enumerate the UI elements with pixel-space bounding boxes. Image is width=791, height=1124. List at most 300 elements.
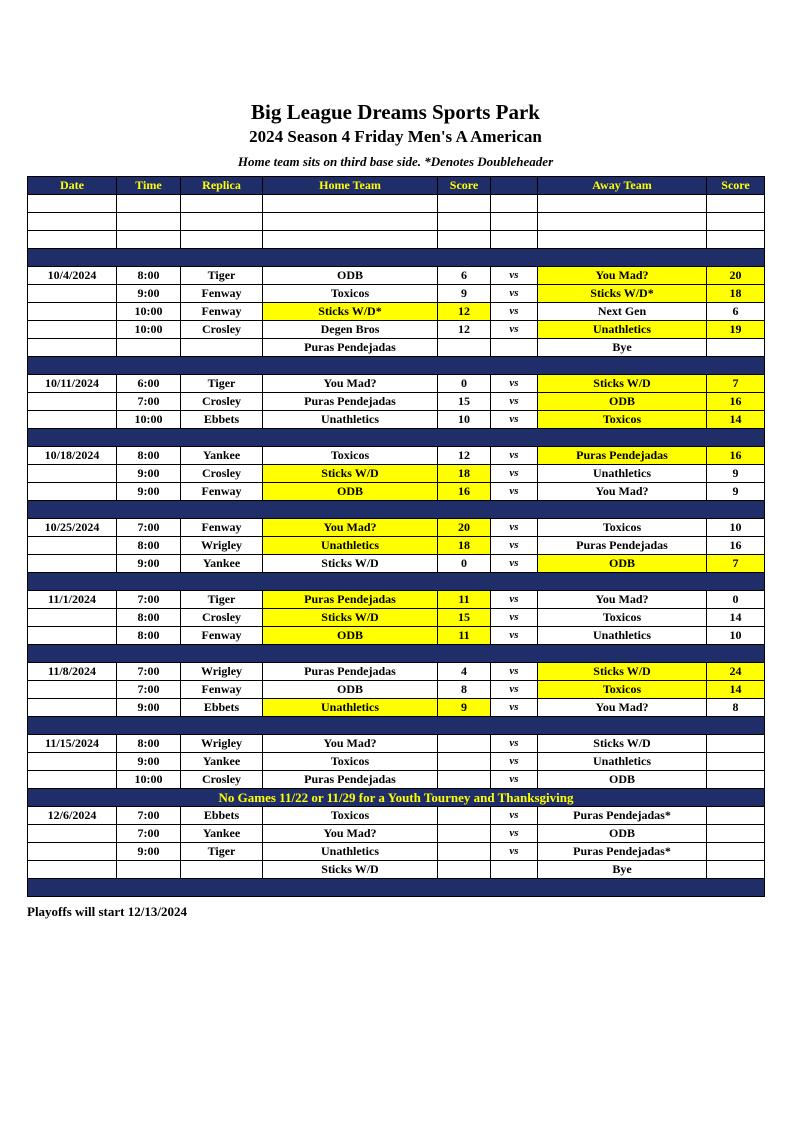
schedule-table: [27, 176, 765, 897]
time-cell: 9:00: [117, 753, 181, 771]
away-team-cell: You Mad?: [538, 483, 707, 501]
date-cell: [28, 213, 117, 231]
away-team-cell: Unathletics: [538, 465, 707, 483]
col-header-away-team: Away Team: [538, 177, 707, 195]
home-score-cell: [438, 735, 491, 753]
away-score-cell: 8: [707, 699, 765, 717]
game-row: [28, 465, 765, 483]
game-row: [28, 267, 765, 285]
away-score-cell: [707, 339, 765, 357]
home-team-cell: Toxicos: [263, 753, 438, 771]
date-cell: [28, 555, 117, 573]
home-score-cell: [438, 843, 491, 861]
away-team-cell: Sticks W/D: [538, 663, 707, 681]
time-cell: 9:00: [117, 285, 181, 303]
vs-cell: vs: [491, 609, 538, 627]
replica-cell: Yankee: [181, 447, 263, 465]
date-cell: 10/25/2024: [28, 519, 117, 537]
col-header-replica: Replica: [181, 177, 263, 195]
away-score-cell: [707, 825, 765, 843]
time-cell: 7:00: [117, 807, 181, 825]
game-row: [28, 771, 765, 789]
game-row: [28, 411, 765, 429]
home-score-cell: 9: [438, 285, 491, 303]
away-score-cell: 14: [707, 609, 765, 627]
date-cell: 10/11/2024: [28, 375, 117, 393]
vs-cell: vs: [491, 843, 538, 861]
away-score-cell: [707, 861, 765, 879]
away-score-cell: 9: [707, 483, 765, 501]
blank-row: [28, 213, 765, 231]
away-score-cell: 7: [707, 555, 765, 573]
away-team-cell: ODB: [538, 393, 707, 411]
home-team-cell: Puras Pendejadas: [263, 663, 438, 681]
home-score-cell: [438, 231, 491, 249]
separator-row: [28, 249, 765, 267]
separator-cell: [28, 429, 765, 447]
home-score-cell: [438, 195, 491, 213]
game-row: [28, 843, 765, 861]
away-score-cell: 10: [707, 627, 765, 645]
replica-cell: Ebbets: [181, 699, 263, 717]
replica-cell: Tiger: [181, 375, 263, 393]
time-cell: 9:00: [117, 483, 181, 501]
time-cell: [117, 339, 181, 357]
replica-cell: Wrigley: [181, 537, 263, 555]
home-score-cell: 0: [438, 555, 491, 573]
home-team-cell: [263, 195, 438, 213]
away-team-cell: Toxicos: [538, 519, 707, 537]
separator-row: [28, 429, 765, 447]
replica-cell: Fenway: [181, 519, 263, 537]
replica-cell: Wrigley: [181, 735, 263, 753]
time-cell: 10:00: [117, 321, 181, 339]
home-team-cell: You Mad?: [263, 825, 438, 843]
home-team-cell: You Mad?: [263, 519, 438, 537]
date-cell: [28, 321, 117, 339]
replica-cell: Fenway: [181, 285, 263, 303]
replica-cell: Crosley: [181, 393, 263, 411]
time-cell: 8:00: [117, 447, 181, 465]
replica-cell: Tiger: [181, 591, 263, 609]
bye-row: [28, 861, 765, 879]
time-cell: 9:00: [117, 465, 181, 483]
col-header-date: Date: [28, 177, 117, 195]
away-team-cell: Sticks W/D*: [538, 285, 707, 303]
vs-cell: vs: [491, 393, 538, 411]
time-cell: 6:00: [117, 375, 181, 393]
home-score-cell: 11: [438, 591, 491, 609]
table-body: [28, 195, 765, 897]
time-cell: [117, 861, 181, 879]
game-row: [28, 537, 765, 555]
game-row: [28, 681, 765, 699]
away-score-cell: [707, 231, 765, 249]
replica-cell: [181, 231, 263, 249]
home-score-cell: [438, 861, 491, 879]
time-cell: 9:00: [117, 555, 181, 573]
separator-row: [28, 573, 765, 591]
away-team-cell: You Mad?: [538, 699, 707, 717]
time-cell: 8:00: [117, 537, 181, 555]
vs-cell: vs: [491, 537, 538, 555]
away-team-cell: Sticks W/D: [538, 735, 707, 753]
game-row: [28, 753, 765, 771]
time-cell: [117, 195, 181, 213]
game-row: [28, 609, 765, 627]
separator-row: [28, 357, 765, 375]
home-team-cell: You Mad?: [263, 735, 438, 753]
time-cell: 10:00: [117, 771, 181, 789]
home-team-cell: Unathletics: [263, 411, 438, 429]
game-row: [28, 699, 765, 717]
home-team-cell: Sticks W/D: [263, 609, 438, 627]
home-score-cell: 9: [438, 699, 491, 717]
away-score-cell: 16: [707, 393, 765, 411]
vs-cell: [491, 195, 538, 213]
date-cell: 11/15/2024: [28, 735, 117, 753]
col-header-vs: [491, 177, 538, 195]
table-header-row: [28, 177, 765, 195]
home-score-cell: [438, 339, 491, 357]
away-score-cell: [707, 843, 765, 861]
date-cell: [28, 627, 117, 645]
game-row: [28, 591, 765, 609]
home-score-cell: [438, 807, 491, 825]
away-score-cell: 14: [707, 411, 765, 429]
time-cell: 7:00: [117, 591, 181, 609]
away-team-cell: Unathletics: [538, 321, 707, 339]
vs-cell: vs: [491, 375, 538, 393]
away-team-cell: Sticks W/D: [538, 375, 707, 393]
away-score-cell: [707, 195, 765, 213]
home-score-cell: 4: [438, 663, 491, 681]
away-team-cell: ODB: [538, 825, 707, 843]
away-team-cell: Next Gen: [538, 303, 707, 321]
replica-cell: Wrigley: [181, 663, 263, 681]
replica-cell: Crosley: [181, 771, 263, 789]
blank-row: [28, 195, 765, 213]
notice-cell: No Games 11/22 or 11/29 for a Youth Tourney and Thanksgiving: [28, 789, 765, 807]
home-team-cell: ODB: [263, 483, 438, 501]
home-team-cell: Unathletics: [263, 537, 438, 555]
date-cell: [28, 825, 117, 843]
away-team-cell: Unathletics: [538, 627, 707, 645]
game-row: [28, 447, 765, 465]
away-score-cell: [707, 771, 765, 789]
col-header-home-score: Score: [438, 177, 491, 195]
away-team-cell: Bye: [538, 339, 707, 357]
date-cell: [28, 753, 117, 771]
date-cell: [28, 861, 117, 879]
away-team-cell: Puras Pendejadas*: [538, 807, 707, 825]
time-cell: 8:00: [117, 609, 181, 627]
replica-cell: Crosley: [181, 465, 263, 483]
replica-cell: [181, 195, 263, 213]
separator-cell: [28, 879, 765, 897]
date-cell: [28, 609, 117, 627]
schedule-page: [0, 100, 791, 920]
game-row: [28, 627, 765, 645]
vs-cell: vs: [491, 825, 538, 843]
away-team-cell: [538, 213, 707, 231]
date-cell: [28, 483, 117, 501]
date-cell: [28, 537, 117, 555]
away-team-cell: [538, 231, 707, 249]
vs-cell: vs: [491, 303, 538, 321]
time-cell: 7:00: [117, 681, 181, 699]
replica-cell: Ebbets: [181, 807, 263, 825]
page-title: Big League Dreams Sports Park: [251, 100, 540, 124]
col-header-away-score: Score: [707, 177, 765, 195]
home-team-cell: Unathletics: [263, 699, 438, 717]
home-score-cell: [438, 825, 491, 843]
game-row: [28, 807, 765, 825]
home-score-cell: [438, 213, 491, 231]
col-header-home-team: Home Team: [263, 177, 438, 195]
separator-cell: [28, 645, 765, 663]
date-cell: [28, 195, 117, 213]
replica-cell: Crosley: [181, 321, 263, 339]
vs-cell: [491, 861, 538, 879]
vs-cell: vs: [491, 267, 538, 285]
separator-row: [28, 879, 765, 897]
date-cell: [28, 393, 117, 411]
home-score-cell: 18: [438, 465, 491, 483]
home-score-cell: 10: [438, 411, 491, 429]
vs-cell: [491, 231, 538, 249]
game-row: [28, 735, 765, 753]
game-row: [28, 825, 765, 843]
game-row: [28, 285, 765, 303]
vs-cell: vs: [491, 807, 538, 825]
away-score-cell: [707, 213, 765, 231]
time-cell: [117, 213, 181, 231]
home-score-cell: 11: [438, 627, 491, 645]
game-row: [28, 303, 765, 321]
separator-cell: [28, 357, 765, 375]
replica-cell: Fenway: [181, 681, 263, 699]
vs-cell: vs: [491, 321, 538, 339]
separator-row: [28, 645, 765, 663]
game-row: [28, 663, 765, 681]
date-cell: 11/1/2024: [28, 591, 117, 609]
home-score-cell: 8: [438, 681, 491, 699]
replica-cell: Tiger: [181, 843, 263, 861]
footer-note: Playoffs will start 12/13/2024: [27, 904, 187, 919]
away-score-cell: 16: [707, 447, 765, 465]
vs-cell: [491, 213, 538, 231]
home-score-cell: 12: [438, 321, 491, 339]
away-team-cell: Puras Pendejadas*: [538, 843, 707, 861]
vs-cell: vs: [491, 627, 538, 645]
home-team-cell: Sticks W/D: [263, 861, 438, 879]
time-cell: [117, 231, 181, 249]
date-cell: [28, 771, 117, 789]
vs-cell: vs: [491, 663, 538, 681]
vs-cell: vs: [491, 591, 538, 609]
home-score-cell: 16: [438, 483, 491, 501]
away-score-cell: 24: [707, 663, 765, 681]
time-cell: 8:00: [117, 267, 181, 285]
home-team-cell: Sticks W/D: [263, 555, 438, 573]
home-team-cell: Puras Pendejadas: [263, 393, 438, 411]
home-team-cell: Puras Pendejadas: [263, 771, 438, 789]
date-cell: [28, 681, 117, 699]
away-score-cell: 6: [707, 303, 765, 321]
replica-cell: Yankee: [181, 753, 263, 771]
away-team-cell: You Mad?: [538, 591, 707, 609]
blank-row: [28, 231, 765, 249]
replica-cell: [181, 861, 263, 879]
vs-cell: vs: [491, 285, 538, 303]
game-row: [28, 483, 765, 501]
home-team-cell: Toxicos: [263, 447, 438, 465]
time-cell: 7:00: [117, 519, 181, 537]
away-score-cell: 20: [707, 267, 765, 285]
home-team-cell: Unathletics: [263, 843, 438, 861]
replica-cell: [181, 213, 263, 231]
date-cell: [28, 411, 117, 429]
time-cell: 9:00: [117, 843, 181, 861]
home-team-cell: Sticks W/D: [263, 465, 438, 483]
separator-row: [28, 717, 765, 735]
bye-row: [28, 339, 765, 357]
replica-cell: Yankee: [181, 555, 263, 573]
separator-cell: [28, 573, 765, 591]
away-score-cell: [707, 807, 765, 825]
home-team-cell: [263, 231, 438, 249]
home-team-cell: Toxicos: [263, 807, 438, 825]
date-cell: 12/6/2024: [28, 807, 117, 825]
away-score-cell: 10: [707, 519, 765, 537]
home-team-cell: Puras Pendejadas: [263, 339, 438, 357]
time-cell: 7:00: [117, 825, 181, 843]
home-score-cell: [438, 771, 491, 789]
away-score-cell: 7: [707, 375, 765, 393]
vs-cell: vs: [491, 771, 538, 789]
vs-cell: vs: [491, 447, 538, 465]
home-score-cell: 20: [438, 519, 491, 537]
replica-cell: Fenway: [181, 627, 263, 645]
home-score-cell: [438, 753, 491, 771]
vs-cell: vs: [491, 699, 538, 717]
away-score-cell: 0: [707, 591, 765, 609]
home-team-cell: ODB: [263, 681, 438, 699]
home-score-cell: 18: [438, 537, 491, 555]
away-score-cell: 16: [707, 537, 765, 555]
date-cell: [28, 339, 117, 357]
replica-cell: Yankee: [181, 825, 263, 843]
away-score-cell: 14: [707, 681, 765, 699]
date-cell: [28, 843, 117, 861]
game-row: [28, 321, 765, 339]
date-cell: [28, 231, 117, 249]
away-team-cell: Toxicos: [538, 609, 707, 627]
home-team-cell: Sticks W/D*: [263, 303, 438, 321]
vs-cell: vs: [491, 483, 538, 501]
replica-cell: Fenway: [181, 303, 263, 321]
time-cell: 10:00: [117, 411, 181, 429]
vs-cell: vs: [491, 465, 538, 483]
away-score-cell: [707, 735, 765, 753]
game-row: [28, 555, 765, 573]
notice-row: [28, 789, 765, 807]
vs-cell: vs: [491, 681, 538, 699]
away-score-cell: 19: [707, 321, 765, 339]
away-score-cell: [707, 753, 765, 771]
replica-cell: Tiger: [181, 267, 263, 285]
game-row: [28, 375, 765, 393]
date-cell: [28, 285, 117, 303]
home-team-cell: You Mad?: [263, 375, 438, 393]
page-note: Home team sits on third base side. *Denotes Doubleheader: [237, 154, 554, 169]
separator-cell: [28, 717, 765, 735]
col-header-time: Time: [117, 177, 181, 195]
away-team-cell: [538, 195, 707, 213]
home-score-cell: 12: [438, 303, 491, 321]
date-cell: 10/18/2024: [28, 447, 117, 465]
separator-cell: [28, 501, 765, 519]
game-row: [28, 519, 765, 537]
vs-cell: vs: [491, 735, 538, 753]
away-score-cell: 18: [707, 285, 765, 303]
home-score-cell: 15: [438, 393, 491, 411]
page-subtitle: 2024 Season 4 Friday Men's A American: [249, 127, 542, 146]
away-team-cell: You Mad?: [538, 267, 707, 285]
home-score-cell: 0: [438, 375, 491, 393]
time-cell: 7:00: [117, 393, 181, 411]
time-cell: 7:00: [117, 663, 181, 681]
replica-cell: Crosley: [181, 609, 263, 627]
home-team-cell: [263, 213, 438, 231]
away-team-cell: ODB: [538, 555, 707, 573]
away-team-cell: Puras Pendejadas: [538, 447, 707, 465]
away-score-cell: 9: [707, 465, 765, 483]
replica-cell: Ebbets: [181, 411, 263, 429]
vs-cell: [491, 339, 538, 357]
home-team-cell: Puras Pendejadas: [263, 591, 438, 609]
vs-cell: vs: [491, 753, 538, 771]
replica-cell: [181, 339, 263, 357]
time-cell: 8:00: [117, 735, 181, 753]
home-team-cell: ODB: [263, 627, 438, 645]
away-team-cell: ODB: [538, 771, 707, 789]
date-cell: [28, 465, 117, 483]
time-cell: 8:00: [117, 627, 181, 645]
separator-cell: [28, 249, 765, 267]
home-team-cell: ODB: [263, 267, 438, 285]
date-cell: 10/4/2024: [28, 267, 117, 285]
game-row: [28, 393, 765, 411]
home-score-cell: 12: [438, 447, 491, 465]
away-team-cell: Puras Pendejadas: [538, 537, 707, 555]
vs-cell: vs: [491, 411, 538, 429]
vs-cell: vs: [491, 519, 538, 537]
away-team-cell: Unathletics: [538, 753, 707, 771]
separator-row: [28, 501, 765, 519]
away-team-cell: Bye: [538, 861, 707, 879]
time-cell: 9:00: [117, 699, 181, 717]
date-cell: [28, 699, 117, 717]
replica-cell: Fenway: [181, 483, 263, 501]
time-cell: 10:00: [117, 303, 181, 321]
home-team-cell: Degen Bros: [263, 321, 438, 339]
home-score-cell: 15: [438, 609, 491, 627]
away-team-cell: Toxicos: [538, 681, 707, 699]
vs-cell: vs: [491, 555, 538, 573]
home-score-cell: 6: [438, 267, 491, 285]
